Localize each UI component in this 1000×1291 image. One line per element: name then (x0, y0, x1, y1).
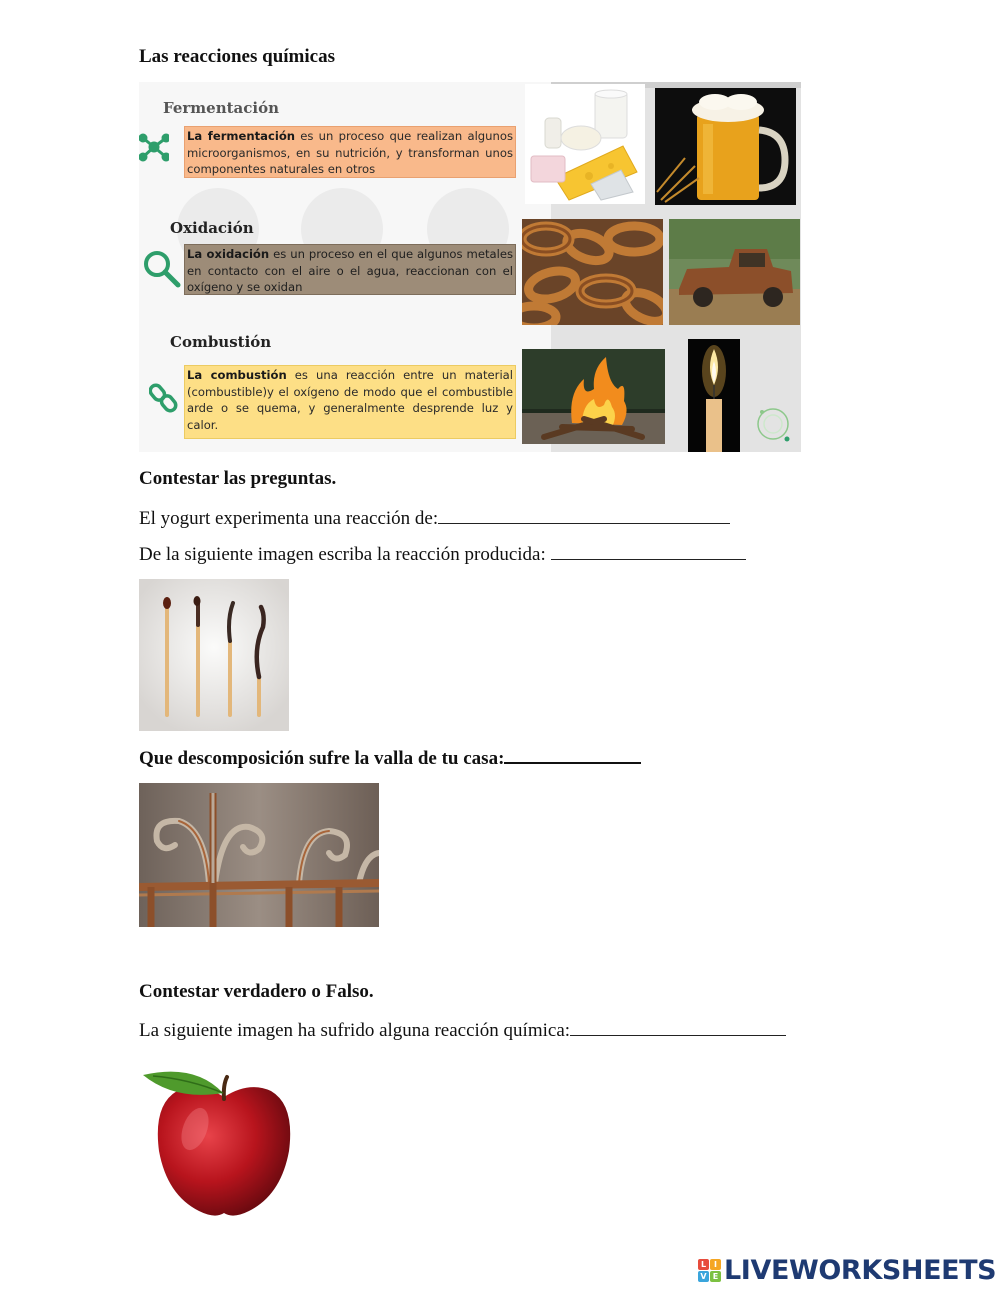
page-title: Las reacciones químicas (139, 46, 335, 67)
liveworksheets-logo-icon: L I V E (698, 1259, 721, 1282)
true-false-heading: Contestar verdadero o Falso. (139, 981, 374, 1002)
question-matches (139, 542, 746, 566)
oxidation-definition: La oxidación es un proceso en el que algunos metales en contacto con el aire o el agua, reaccionan con el oxígeno y se oxidan (184, 244, 516, 295)
burnt-matches-image (139, 579, 289, 731)
liveworksheets-logo-text: LIVEWORKSHEETS (724, 1254, 997, 1286)
question-yogurt-text: El yogurt experimenta una reacción de: (139, 508, 439, 529)
oxidation-heading: Oxidación (170, 219, 254, 237)
answer-blank-matches[interactable] (551, 542, 746, 560)
liveworksheets-logo (698, 1254, 996, 1286)
fermentation-definition: La fermentación es un proceso que realizan algunos microorganismos, en su nutrición, y transforman unos componentes naturales en otros (184, 126, 516, 178)
rusty-truck-photo (669, 219, 800, 325)
answer-blank-fence[interactable] (504, 746, 641, 764)
dairy-products-photo (525, 84, 645, 204)
molecule-icon (139, 132, 169, 167)
question-yogurt (139, 506, 730, 530)
answer-blank-apple[interactable] (570, 1018, 786, 1036)
combustion-definition: La combustión es una reacción entre un material (combustible)y el oxígeno de modo que el combustible arde o se quema, y generalmente desprende luz y calor. (184, 365, 516, 439)
combustion-heading: Combustión (170, 333, 272, 351)
answer-blank-yogurt[interactable] (438, 506, 730, 524)
beer-mug-photo (655, 88, 796, 205)
question-apple-text: La siguiente imagen ha sufrido alguna reacción química: (139, 1020, 571, 1041)
question-matches-text: De la siguiente imagen escriba la reacción producida: (139, 544, 551, 565)
chemical-reactions-infographic (139, 82, 801, 452)
campfire-photo (522, 349, 665, 444)
candle-photo (688, 339, 740, 452)
question-fence (139, 746, 641, 770)
chain-link-icon (149, 382, 179, 419)
rusty-chain-photo (522, 219, 663, 325)
question-fence-text: Que descomposición sufre la valla de tu casa: (139, 748, 505, 769)
rusty-fence-image (139, 783, 379, 927)
red-apple-image (139, 1055, 309, 1225)
decorative-circles-icon (753, 402, 793, 451)
question-apple (139, 1018, 786, 1042)
magnifier-icon (142, 249, 182, 294)
fermentation-heading: Fermentación (163, 99, 279, 117)
answer-questions-heading: Contestar las preguntas. (139, 468, 337, 489)
